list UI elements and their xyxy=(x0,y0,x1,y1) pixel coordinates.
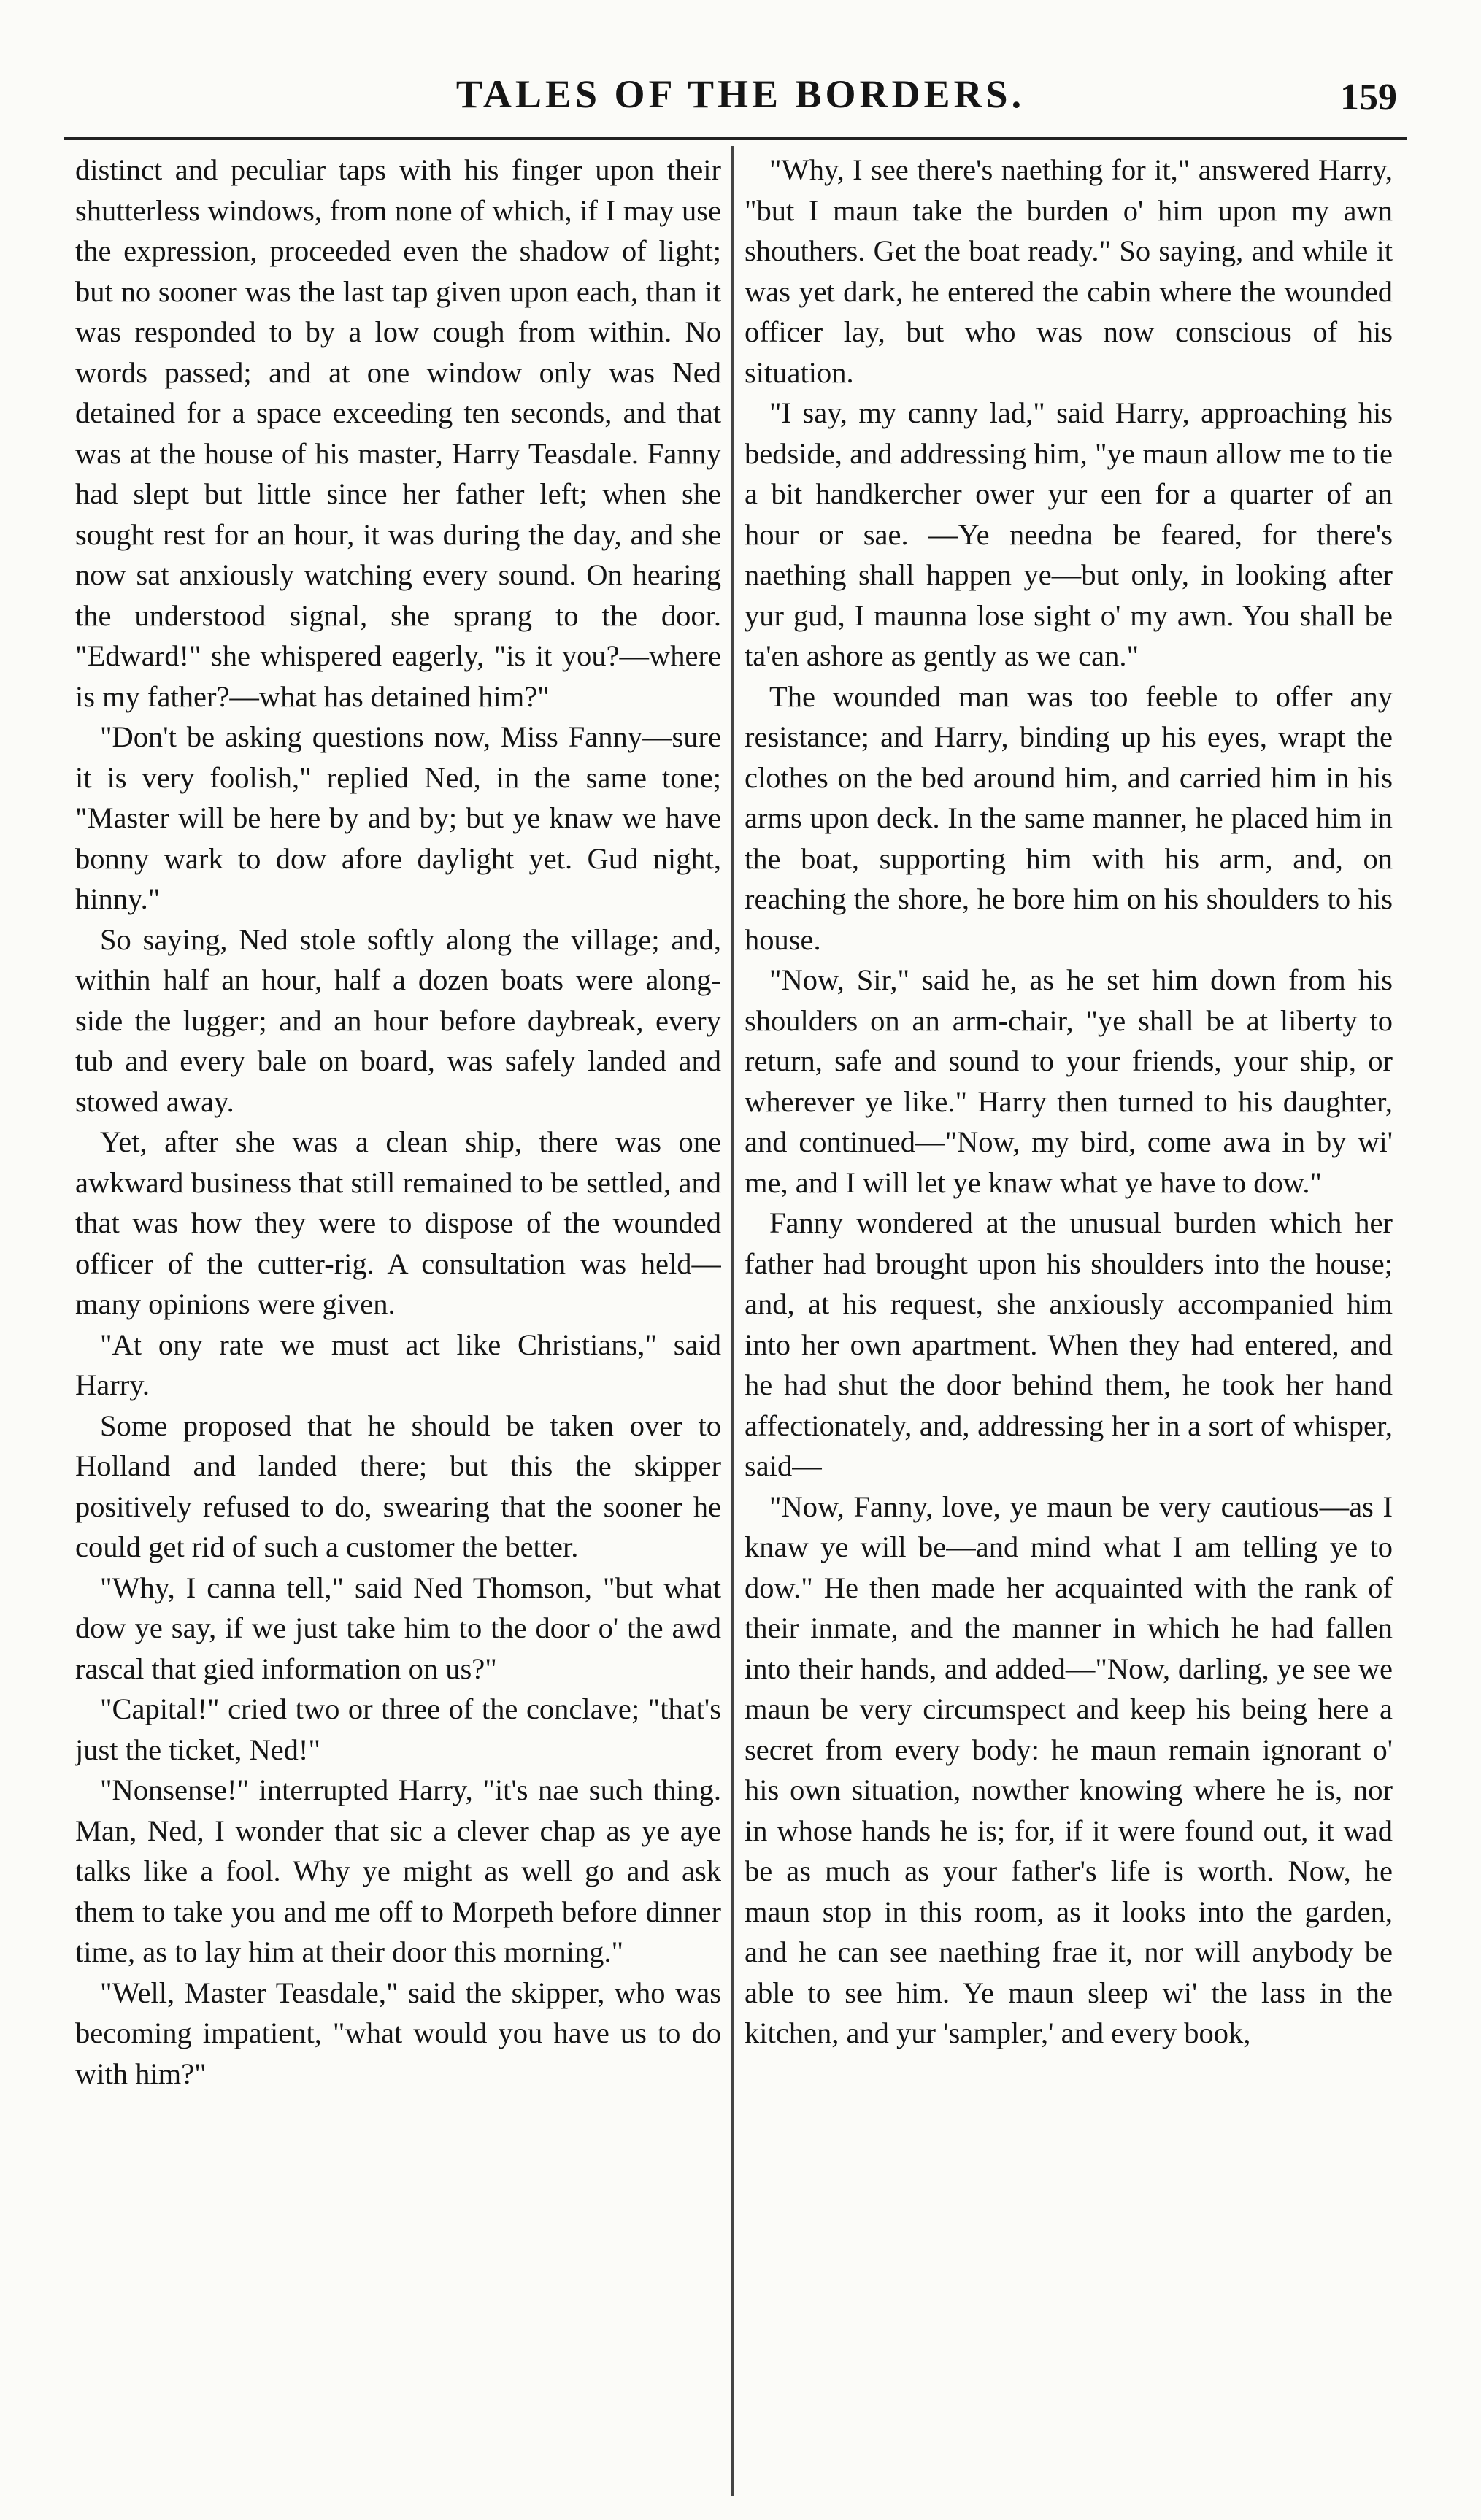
paragraph: "Well, Master Teasdale," said the skipper, who was becoming impatient, "what would you have us to do with him?" xyxy=(75,1976,721,2090)
header-rule xyxy=(64,137,1407,140)
paragraph: "Now, Fanny, love, ye maun be very cautious—as I knaw ye will be—and mind what I am telling ye to dow." He then made her acquainted with the rank of their inmate, and the manner in which he had fallen into their hands, and added—"Now, darling, ye see we maun be very circumspect and keep his being here a secret from every body: he maun remain ignorant o' his own situation, nowther knowing where he is, nor in whose hands he is; for, if it were found out, it wad be as much as your father's life is worth. Now, he maun stop in this room, as it looks into the garden, and he can see naething frae it, nor will anybody be able to see him. Ye maun sleep wi' the lass in the kitchen, and yur 'sampler,' and every book, xyxy=(745,1490,1393,2049)
paragraph: "Now, Sir," said he, as he set him down from his shoulders on an arm-chair, "ye shall be at liberty to return, safe and sound to your friends, your ship, or wherever ye like." Harry then turned to his daughter, and continued—"Now, my bird, come awa in by wi' me, and I will let ye knaw what ye have to dow." xyxy=(745,963,1393,1199)
paragraph: distinct and peculiar taps with his finger upon their shutterless windows, from none of which, if I may use the expression, proceeded even the shadow of light; but no sooner was the last tap given upon each, than it was responded to by a low cough from within. No words passed; and at one window only was Ned detained for a space exceeding ten seconds, and that was at the house of his master, Harry Teasdale. Fanny had slept but little since her father left; when she sought rest for an hour, it was during the day, and she now sat anxiously watching every sound. On hearing the understood signal, she sprang to the door. "Edward!" she whispered eagerly, "is it you?—where is my father?—what has detained him?" xyxy=(75,153,721,713)
paragraph: "I say, my canny lad," said Harry, approaching his bedside, and addressing him, "ye maun allow me to tie a bit handkercher ower yur een for a quarter of an hour or sae. —Ye needna be feared, for there's naething shall happen ye—but only, in looking after yur gud, I maunna lose sight o' my awn. You shall be ta'en ashore as gently as we can." xyxy=(745,396,1393,672)
paragraph: Fanny wondered at the unusual burden which her father had brought upon his shoulders into the house; and, at his request, she anxiously accompanied him into her own apartment. When they had entered, and he had shut the door behind them, he took her hand affectionately, and, addressing her in a sort of whisper, said— xyxy=(745,1206,1393,1482)
paragraph: "Why, I canna tell," said Ned Thomson, "but what dow ye say, if we just take him to the door o' the awd rascal that gied information on us?" xyxy=(75,1571,721,1685)
paragraph: "Nonsense!" interrupted Harry, "it's nae such thing. Man, Ned, I wonder that sic a clever chap as ye aye talks like a fool. Why ye might as well go and ask them to take you and me off to Morpeth before dinner time, as to lay him at their door this morning." xyxy=(75,1773,721,1968)
paragraph: "Capital!" cried two or three of the conclave; "that's just the ticket, Ned!" xyxy=(75,1692,721,1766)
paragraph: "Why, I see there's naething for it," answered Harry, "but I maun take the burden o' him upon my awn shouthers. Get the boat ready." So saying, and while it was yet dark, he entered the cabin where the wounded officer lay, but who was now conscious of his situation. xyxy=(745,153,1393,389)
paragraph: Yet, after she was a clean ship, there was one awkward business that still remained to be settled, and that was how they were to dispose of the wounded officer of the cutter-rig. A consultation was held—many opinions were given. xyxy=(75,1125,721,1320)
paragraph: "Don't be asking questions now, Miss Fanny—sure it is very foolish," replied Ned, in the same tone; "Master will be here by and by; but ye knaw we have bonny wark to dow afore daylight yet. Gud night, hinny." xyxy=(75,720,721,915)
paragraph: So saying, Ned stole softly along the village; and, within half an hour, half a dozen boats were along-side the lugger; and an hour before daybreak, every tub and every bale on board, was safely landed and stowed away. xyxy=(75,922,721,1118)
right-column xyxy=(745,150,1393,2503)
column-rule xyxy=(731,146,734,2496)
paragraph: "At ony rate we must act like Christians," said Harry. xyxy=(75,1328,721,1401)
left-column xyxy=(75,150,721,2503)
paragraph: Some proposed that he should be taken over to Holland and landed there; but this the skipper positively refused to do, swearing that the sooner he could get rid of such a customer the better. xyxy=(75,1409,721,1563)
running-title: TALES OF THE BORDERS. xyxy=(455,72,1026,116)
paragraph: The wounded man was too feeble to offer any resistance; and Harry, binding up his eyes, wrapt the clothes on the bed around him, and carried him in his arms upon deck. In the same manner, he placed him in the boat, supporting him with his arm, and, on reaching the shore, he bore him on his shoulders to his house. xyxy=(745,679,1393,956)
page-number: 159 xyxy=(1340,77,1397,118)
